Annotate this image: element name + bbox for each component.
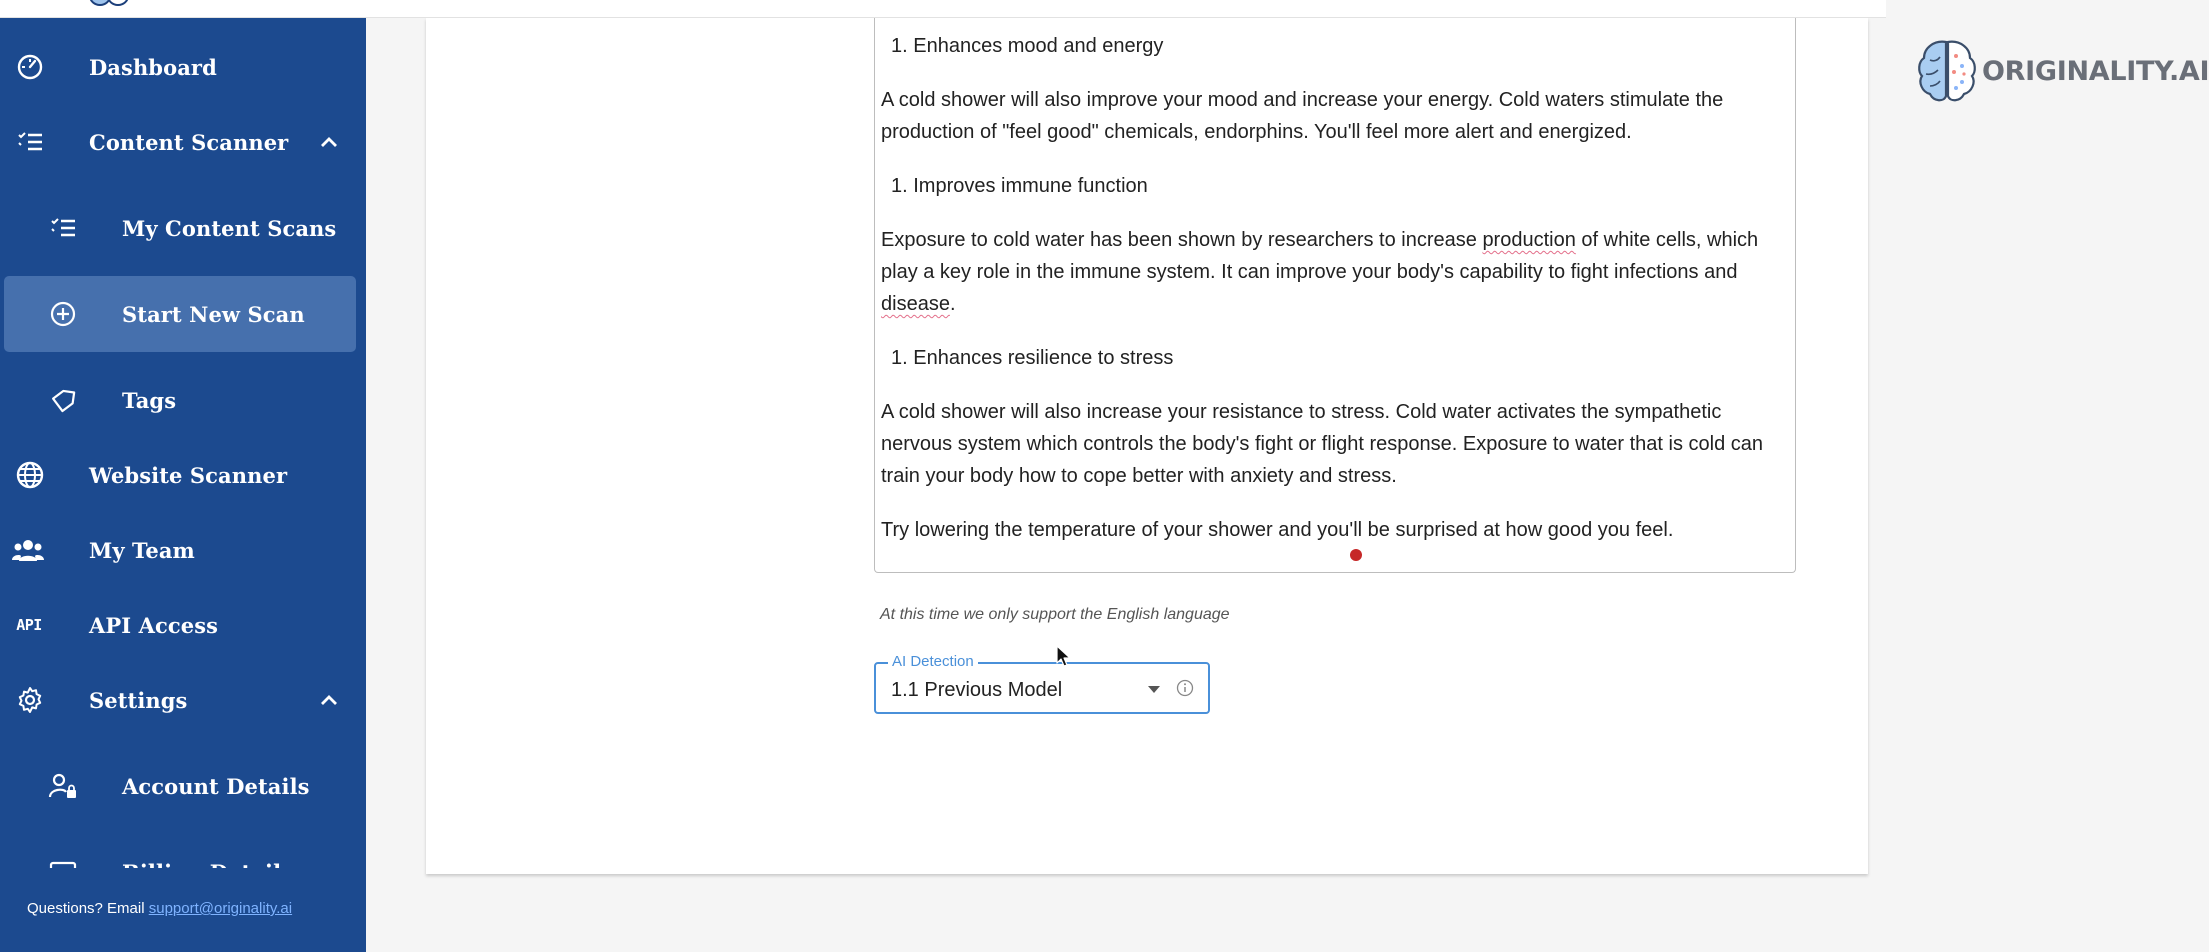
- logo-fragment-icon: [86, 0, 134, 8]
- list-heading: 1. Enhances mood and energy: [891, 35, 1164, 57]
- checklist-icon: [48, 213, 78, 243]
- account-lock-icon: [48, 771, 78, 801]
- sidebar-item-label: Account Details: [122, 773, 310, 799]
- sidebar-item-website-scanner[interactable]: [0, 445, 366, 505]
- checklist-icon: [15, 127, 45, 157]
- sidebar-item-start-new-scan[interactable]: [4, 276, 356, 352]
- sidebar-item-label: My Team: [89, 537, 195, 563]
- scan-card: [426, 18, 2209, 874]
- support-email-link[interactable]: support@originality.ai: [148, 900, 293, 917]
- mouse-cursor-icon: [1056, 645, 1072, 669]
- paragraph: A cold shower will also increase your resistance to stress. Cold water activates the sympathetic nervous system which controls the body's fight or flight response. Exposure to water that is cold can train your body how to cope better with anxiety and stress.: [881, 401, 1764, 487]
- sidebar-footer: [0, 868, 366, 952]
- support-text: Questions? Email support@originality.ai: [27, 900, 293, 917]
- dashboard-icon: [15, 52, 45, 82]
- top-bar: [0, 0, 1886, 18]
- spellcheck-word: production: [1482, 229, 1576, 251]
- sidebar-item-label: Settings: [89, 687, 188, 713]
- sidebar-item-tags[interactable]: [0, 370, 366, 430]
- add-circle-icon: [48, 299, 78, 329]
- paragraph: A cold shower will also improve your mood and increase your energy. Cold waters stimulate the production of "feel good" chemicals, endorphins. You'll feel more alert and energized.: [881, 89, 1724, 143]
- content-textarea[interactable]: [874, 18, 1796, 573]
- sidebar-item-label: Dashboard: [89, 54, 217, 80]
- chevron-up-icon[interactable]: [318, 689, 340, 711]
- globe-icon: [15, 460, 45, 490]
- ai-detection-value: 1.1 Previous Model: [891, 679, 1063, 701]
- sidebar-item-label: Content Scanner: [89, 129, 289, 155]
- ai-detection-select[interactable]: [874, 653, 1210, 714]
- list-heading: 1. Enhances resilience to stress: [891, 347, 1174, 369]
- brand-logo: [1916, 38, 2209, 104]
- chevron-up-icon[interactable]: [318, 131, 340, 153]
- info-icon[interactable]: [1176, 679, 1194, 697]
- sidebar-item-label: My Content Scans: [122, 215, 337, 241]
- dropdown-caret-icon: [1148, 686, 1160, 693]
- sidebar-item-dashboard[interactable]: [0, 37, 366, 97]
- spellcheck-word: disease: [881, 293, 950, 315]
- sidebar-item-label: Start New Scan: [122, 301, 305, 327]
- sidebar-item-my-team[interactable]: [0, 520, 366, 580]
- sidebar-item-content-scanner[interactable]: [0, 112, 366, 172]
- api-icon: API: [16, 616, 42, 634]
- brand-name: ORIGINALITY.AI: [1982, 55, 2209, 87]
- sidebar-item-label: Tags: [122, 387, 177, 413]
- content-text: [881, 30, 1786, 568]
- list-heading: 1. Improves immune function: [891, 175, 1148, 197]
- sidebar-item-api-access[interactable]: [0, 595, 366, 655]
- sidebar-item-label: API Access: [89, 612, 219, 638]
- sidebar-item-label: Website Scanner: [89, 462, 288, 488]
- language-note: At this time we only support the English language: [880, 606, 1230, 623]
- sidebar-item-account-details[interactable]: [0, 756, 366, 816]
- sidebar: [0, 18, 366, 952]
- gear-icon: [15, 685, 45, 715]
- sidebar-item-my-content-scans[interactable]: [0, 198, 366, 258]
- team-icon: [13, 535, 43, 565]
- paragraph: Exposure to cold water has been shown by researchers to increase production of white cells, which play a key role in the immune system. It can improve your body's capability to fight infections and disease.: [881, 229, 1759, 315]
- status-dot: [1350, 549, 1362, 561]
- paragraph: Try lowering the temperature of your shower and you'll be surprised at how good you feel.: [881, 519, 1674, 541]
- ai-detection-label: AI Detection: [888, 654, 978, 670]
- brain-logo-icon: [1916, 38, 1978, 104]
- tag-icon: [48, 385, 78, 415]
- sidebar-item-settings[interactable]: [0, 670, 366, 730]
